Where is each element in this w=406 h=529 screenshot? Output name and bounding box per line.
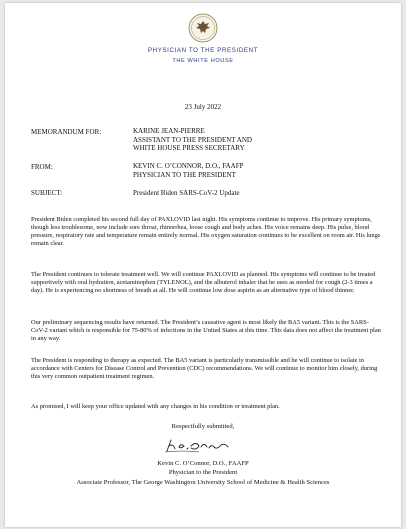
memo-for-label: MEMORANDUM FOR: xyxy=(31,128,102,136)
memo-from-line: KEVIN C. O’CONNOR, D.O., FAAFP xyxy=(133,162,244,170)
memo-for-line: WHITE HOUSE PRESS SECRETARY xyxy=(133,144,245,153)
memo-page xyxy=(5,3,401,527)
signature-name: Kevin C. O’Connor, D.O., FAAFP xyxy=(157,460,249,467)
header-title: PHYSICIAN TO THE PRESIDENT xyxy=(147,47,259,54)
signature-affiliation: Associate Professor, The George Washington University School of Medicine & Health Sciences xyxy=(76,479,330,486)
memo-subject-label: SUBJECT: xyxy=(31,189,63,197)
memo-for-value xyxy=(133,127,252,153)
memo-date: 23 July 2022 xyxy=(184,103,222,111)
handwritten-signature xyxy=(163,437,233,455)
signature-title: Physician to the President xyxy=(168,469,238,476)
memo-from-label: FROM: xyxy=(31,163,53,171)
presidential-seal-icon xyxy=(188,13,218,43)
memo-from-line: PHYSICIAN TO THE PRESIDENT xyxy=(133,170,236,179)
memo-paragraph: As promised, I will keep your office updated with any changes in his condition or treatment plan. xyxy=(31,403,280,410)
closing: Respectfully submitted, xyxy=(171,423,235,430)
memo-for-line: KARINE JEAN-PIERRE xyxy=(133,127,205,135)
memo-for-line: ASSISTANT TO THE PRESIDENT AND xyxy=(133,135,252,144)
memo-paragraph: President Biden completed his second full day of PAXLOVID last night. His symptoms continue to improve. His primary symptoms, though less troublesome, now include sore throat, rhinorrhea, loose cough and body aches. His voice remains deep. His pulse, blood pressure, respiratory rate and temperature remain entirely normal. His oxygen saturation continues to be excellent on room air. His lungs remain clear. xyxy=(31,216,381,248)
memo-paragraph: The President is responding to therapy as expected. The BA5 variant is particularly transmissible and he will continue to isolate in accordance with Centers for Disease Control and Prevention (CDC) recommendations. We will continue to monitor him closely, during this very common outpatient treatment regimen. xyxy=(31,357,378,381)
memo-paragraph: The President continues to tolerate treatment well. We will continue PAXLOVID as planned. His symptoms will continue to be treated supportively with oral hydration, acetaminophen (TYLENOL), and the albuterol inhaler that he uses as needed for cough (2-3 times a day). He is experiencing no shortness of breath at all. He will continue low dose aspirin as an alternative type of blood thinner. xyxy=(31,271,376,295)
memo-paragraph: Our preliminary sequencing results have returned. The President’s causative agent is most likely the BA5 variant. This is the SARS-CoV-2 variant which is responsible for 75-80% of infections in the United States at this time. This data does not affect the treatment plan in any way. xyxy=(31,319,381,343)
memo-from-value xyxy=(133,162,244,179)
header-subtitle: THE WHITE HOUSE xyxy=(172,58,234,64)
memo-subject: President Biden SARS-CoV-2 Update xyxy=(133,189,240,197)
